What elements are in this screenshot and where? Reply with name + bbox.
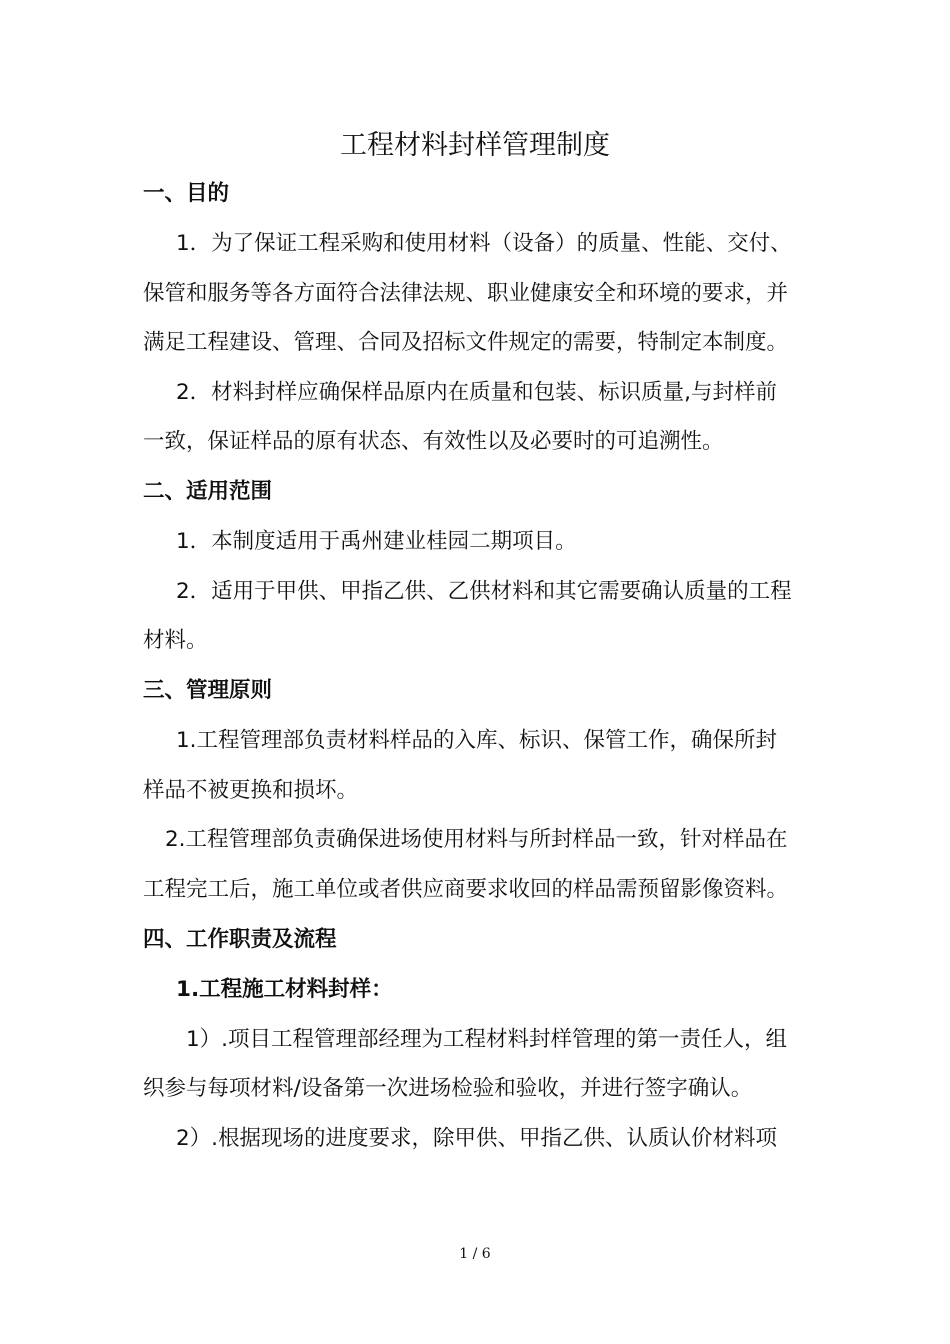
paragraph-line: 织参与每项材料/设备第一次进场检验和验收，并进行签字确认。	[143, 1076, 753, 1101]
paragraph-line: 满足工程建设、管理、合同及招标文件规定的需要，特制定本制度。	[143, 330, 789, 355]
page-number: 1 / 6	[459, 1246, 491, 1262]
section-heading-principles: 三、管理原则	[143, 678, 273, 703]
paragraph-line: 样品不被更换和损坏。	[143, 778, 359, 803]
paragraph-line: 1．为了保证工程采购和使用材料（设备）的质量、性能、交付、	[176, 231, 792, 256]
section-heading-purpose: 一、目的	[143, 181, 230, 206]
paragraph-line: 工程完工后，施工单位或者供应商要求收回的样品需预留影像资料。	[143, 877, 789, 902]
paragraph-line: 一致，保证样品的原有状态、有效性以及必要时的可追溯性。	[143, 429, 724, 454]
subsection-heading: 1.工程施工材料封样：	[176, 977, 393, 1002]
paragraph-line: 材料。	[143, 628, 208, 653]
paragraph-line: 2.工程管理部负责确保进场使用材料与所封样品一致，针对样品在	[165, 827, 788, 852]
paragraph-line: 1）.项目工程管理部经理为工程材料封样管理的第一责任人，组	[186, 1027, 788, 1052]
paragraph-line: 2）.根据现场的进度要求，除甲供、甲指乙供、认质认价材料项	[176, 1126, 778, 1151]
paragraph-line: 2．材料封样应确保样品原内在质量和包装、标识质量,与封样前	[176, 380, 778, 405]
section-heading-responsibilities: 四、工作职责及流程	[143, 927, 337, 952]
paragraph-line: 2．适用于甲供、甲指乙供、乙供材料和其它需要确认质量的工程	[176, 579, 792, 604]
paragraph-line: 保管和服务等各方面符合法律法规、职业健康安全和环境的要求，并	[143, 281, 789, 306]
paragraph-line: 1．本制度适用于禹州建业桂园二期项目。	[176, 529, 577, 554]
section-heading-scope: 二、适用范围	[143, 479, 273, 504]
page-title: 工程材料封样管理制度	[340, 130, 610, 161]
paragraph-line: 1.工程管理部负责材料样品的入库、标识、保管工作，确保所封	[176, 728, 778, 753]
